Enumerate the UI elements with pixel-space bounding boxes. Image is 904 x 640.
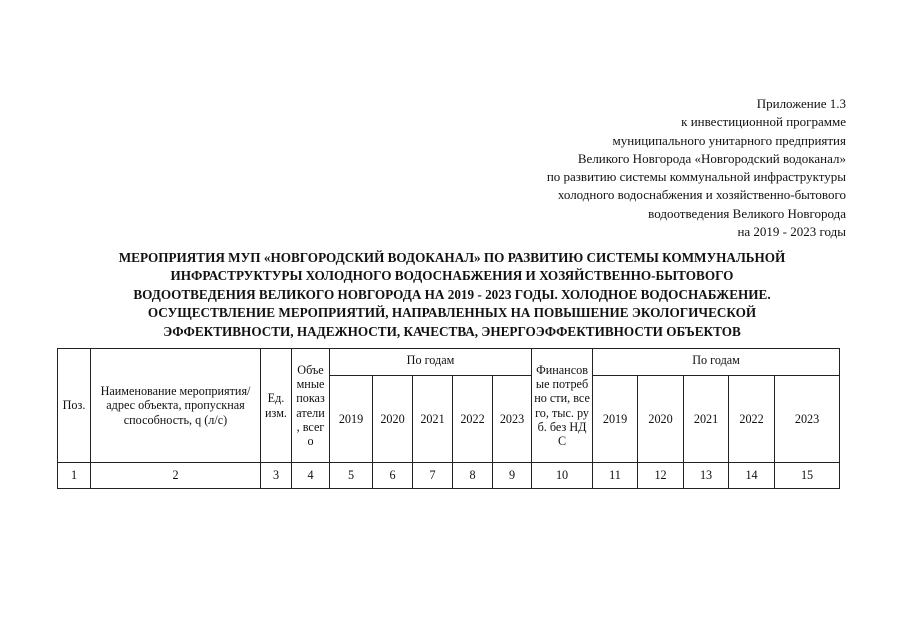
appendix-line: муниципального унитарного предприятия: [612, 132, 846, 148]
header-year: 2022: [453, 376, 493, 463]
header-volume: Объе мные показ атели , всего: [292, 349, 330, 463]
column-number: 2: [91, 463, 261, 489]
appendix-line: водоотведения Великого Новгорода: [648, 205, 846, 221]
header-row: [58, 349, 840, 376]
header-unit: Ед. изм.: [261, 349, 292, 463]
header-year: 2020: [638, 376, 684, 463]
column-number: 10: [532, 463, 593, 489]
appendix-line: по развитию системы коммунальной инфраструктуры: [546, 169, 846, 185]
title-line: ИНФРАСТРУКТУРЫ ХОЛОДНОГО ВОДОСНАБЖЕНИЯ И ХОЗЯЙСТВЕННО-БЫТОВОГО: [170, 268, 734, 284]
appendix-line: Великого Новгорода «Новгородский водоканал»: [577, 150, 846, 166]
header-year: 2020: [373, 376, 413, 463]
column-number: 9: [493, 463, 532, 489]
header-by-years: По годам: [593, 349, 840, 376]
appendix-line: на 2019 - 2023 годы: [737, 224, 846, 240]
header-year: 2021: [684, 376, 729, 463]
appendix-line: Приложение 1.3: [756, 96, 846, 111]
header-year: 2023: [775, 376, 840, 463]
header-name: Наименование мероприятия/адрес объекта, пропускная способность, q (л/с): [91, 349, 261, 463]
header-pos: Поз.: [58, 349, 91, 463]
appendix-line: к инвестиционной программе: [681, 114, 846, 130]
header-finance: Финансов ые потребно сти, всего, тыс. руб. без НДС: [532, 349, 593, 463]
column-number: 14: [729, 463, 775, 489]
column-number: 1: [58, 463, 91, 489]
column-number: 6: [373, 463, 413, 489]
column-number-row: [58, 463, 840, 489]
appendix-line: холодного водоснабжения и хозяйственно-бытового: [557, 187, 846, 203]
header-year: 2022: [729, 376, 775, 463]
title-line: ВОДООТВЕДЕНИЯ ВЕЛИКОГО НОВГОРОДА НА 2019 - 2023 ГОДЫ. ХОЛОДНОЕ ВОДОСНАБЖЕНИЕ.: [133, 286, 771, 302]
title-line: МЕРОПРИЯТИЯ МУП «НОВГОРОДСКИЙ ВОДОКАНАЛ» ПО РАЗВИТИЮ СИСТЕМЫ КОММУНАЛЬНОЙ: [118, 250, 786, 265]
column-number: 11: [593, 463, 638, 489]
column-number: 7: [413, 463, 453, 489]
column-number: 4: [292, 463, 330, 489]
column-number: 3: [261, 463, 292, 489]
column-number: 12: [638, 463, 684, 489]
header-year: 2021: [413, 376, 453, 463]
title-line: ОСУЩЕСТВЛЕНИЕ МЕРОПРИЯТИЙ, НАПРАВЛЕННЫХ НА ПОВЫШЕНИЕ ЭКОЛОГИЧЕСКОЙ: [147, 305, 757, 321]
column-number: 5: [330, 463, 373, 489]
header-by-years: По годам: [330, 349, 532, 376]
column-number: 13: [684, 463, 729, 489]
appendix-block: [426, 95, 846, 241]
title-line: ЭФФЕКТИВНОСТИ, НАДЕЖНОСТИ, КАЧЕСТВА, ЭНЕРГОЭФФЕКТИВНОСТИ ОБЪЕКТОВ: [163, 323, 741, 339]
header-year: 2019: [330, 376, 373, 463]
column-number: 15: [775, 463, 840, 489]
column-number: 8: [453, 463, 493, 489]
header-year: 2023: [493, 376, 532, 463]
document-title: [52, 249, 852, 341]
header-year: 2019: [593, 376, 638, 463]
measures-table: [57, 348, 840, 489]
